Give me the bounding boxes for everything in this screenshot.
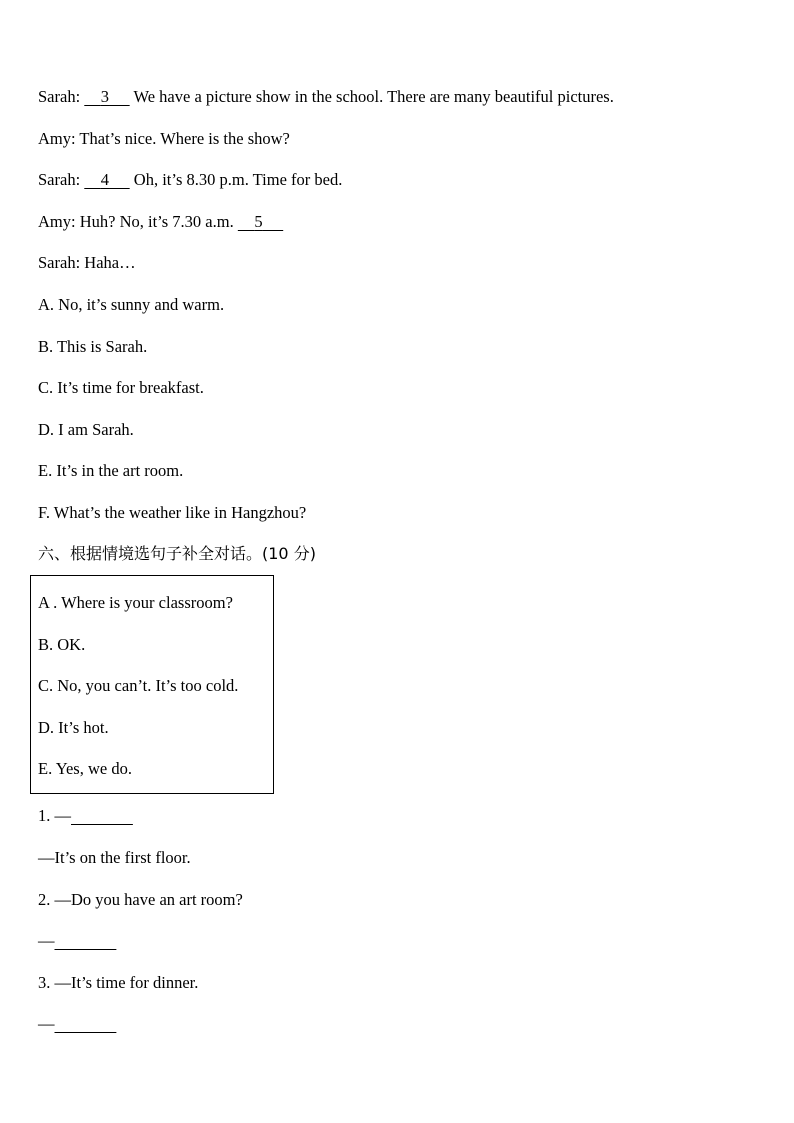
box-option-e: E. Yes, we do. <box>38 759 132 778</box>
question-2: 2. —Do you have an art room? <box>38 890 243 909</box>
answer-2: — <box>38 931 116 951</box>
option-b: B. This is Sarah. <box>38 337 148 356</box>
answer-3: — <box>38 1014 116 1034</box>
option-f: F. What’s the weather like in Hangzhou? <box>38 503 307 522</box>
dialogue-line-5: Sarah: Haha… <box>38 253 136 272</box>
answer-blank-5[interactable]: 5 <box>254 212 263 231</box>
dialogue-line-2: Amy: That’s nice. Where is the show? <box>38 129 290 148</box>
box-option-d: D. It’s hot. <box>38 718 109 737</box>
answer-blank-q3[interactable] <box>55 1014 117 1034</box>
answer-blank-4[interactable]: 4 <box>100 170 110 189</box>
answer-blank-q2[interactable] <box>55 931 117 951</box>
dialogue-text: Amy: Huh? No, it’s 7.30 a.m. <box>38 212 234 231</box>
answer-blank-3[interactable]: 3 <box>100 87 110 106</box>
speaker: Sarah: <box>38 170 81 189</box>
answer-blank-q1[interactable] <box>71 806 133 826</box>
option-c: C. It’s time for breakfast. <box>38 378 204 397</box>
dialogue-text: Oh, it’s 8.30 p.m. Time for bed. <box>133 170 343 189</box>
options-box <box>30 575 274 794</box>
option-e: E. It’s in the art room. <box>38 461 184 480</box>
question-1: 1. — <box>38 806 133 826</box>
option-a: A. No, it’s sunny and warm. <box>38 295 225 314</box>
dialogue-text: We have a picture show in the school. There are many beautiful pictures. <box>133 87 614 106</box>
box-option-c: C. No, you can’t. It’s too cold. <box>38 676 239 695</box>
dialogue-line-3 <box>38 170 342 190</box>
dialogue-line-4 <box>38 212 283 232</box>
speaker: Sarah: <box>38 87 81 106</box>
section-title: 六、根据情境选句子补全对话。(10 分) <box>38 544 316 563</box>
box-option-a: A . Where is your classroom? <box>38 593 233 612</box>
dialogue-line-1 <box>38 87 614 107</box>
answer-1: —It’s on the first floor. <box>38 848 191 867</box>
question-3: 3. —It’s time for dinner. <box>38 973 199 992</box>
option-d: D. I am Sarah. <box>38 420 134 439</box>
box-option-b: B. OK. <box>38 635 86 654</box>
